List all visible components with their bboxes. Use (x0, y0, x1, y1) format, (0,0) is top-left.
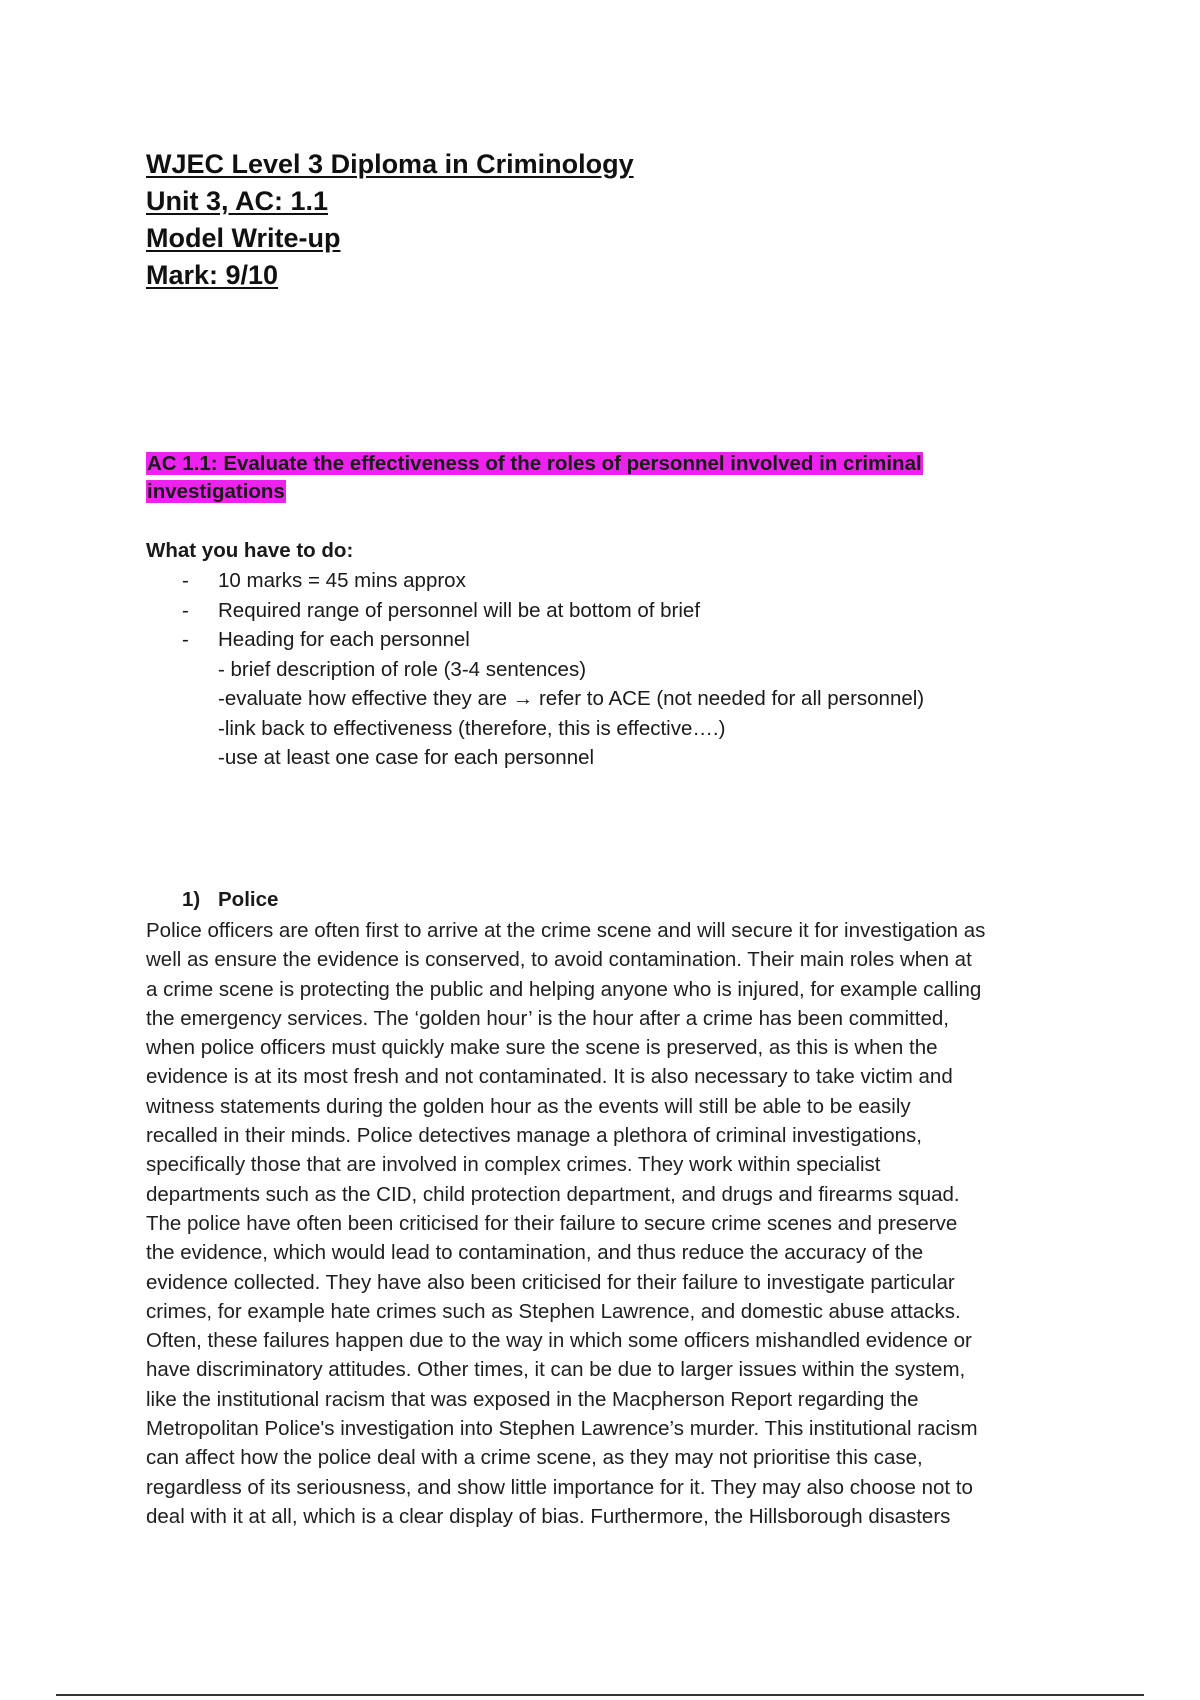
bullet-dash: - (182, 569, 189, 592)
paragraph-line: departments such as the CID, child protection department, and drugs and firearms squad. (146, 1182, 960, 1206)
paragraph-line: evidence is at its most fresh and not contaminated. It is also necessary to take victim and (146, 1065, 953, 1089)
title-block (146, 146, 634, 294)
sub-item: -use at least one case for each personnel (218, 746, 595, 769)
paragraph-line: like the institutional racism that was exposed in the Macpherson Report regarding the (146, 1387, 919, 1411)
section-number: 1) (182, 888, 201, 911)
sub-item: -link back to effectiveness (therefore, this is effective….) (218, 716, 726, 740)
todo-heading: What you have to do: (146, 539, 354, 562)
paragraph-line: Police officers are often first to arrive at the crime scene and will secure it for investigation as (146, 919, 986, 942)
list-item (146, 566, 1046, 596)
section-title: Police (218, 888, 279, 911)
list-item-text: Heading for each personnel (218, 628, 470, 651)
mark-title: Mark: 9/10 (146, 260, 279, 290)
paragraph-line: The police have often been criticised for their failure to secure crime scenes and preserve (146, 1211, 958, 1235)
bottom-divider (56, 1694, 1144, 1696)
paragraph-line: crimes, for example hate crimes such as Stephen Lawrence, and domestic abuse attacks. (146, 1299, 961, 1323)
paragraph-line: recalled in their minds. Police detectives manage a plethora of criminal investigations, (146, 1124, 922, 1148)
paragraph-line: when police officers must quickly make sure the scene is preserved, as this is when the (146, 1036, 938, 1060)
police-paragraph (146, 916, 1066, 1531)
ac-heading (146, 450, 1026, 506)
paragraph-line: evidence collected. They have also been criticised for their failure to investigate particular (146, 1270, 955, 1294)
bullet-dash: - (182, 598, 189, 622)
unit-title: Unit 3, AC: 1.1 (146, 186, 329, 216)
paragraph-line: can affect how the police deal with a crime scene, as they may not prioritise this case, (146, 1446, 923, 1470)
list-item-text: 10 marks = 45 mins approx (218, 569, 466, 592)
paragraph-line: deal with it at all, which is a clear display of bias. Furthermore, the Hillsborough disasters (146, 1504, 951, 1528)
paragraph-line: have discriminatory attitudes. Other times, it can be due to larger issues within the system, (146, 1358, 966, 1382)
paragraph-line: Metropolitan Police's investigation into Stephen Lawrence’s murder. This institutional racism (146, 1417, 978, 1441)
paragraph-line: Often, these failures happen due to the way in which some officers mishandled evidence or (146, 1329, 972, 1353)
section-heading-police (182, 886, 278, 914)
todo-list (146, 566, 1046, 773)
paragraph-line: regardless of its seriousness, and show little importance for it. They may also choose not to (146, 1475, 973, 1499)
writeup-title: Model Write-up (146, 223, 341, 253)
paragraph-line: witness statements during the golden hour as the events will still be able to be easily (146, 1094, 911, 1118)
paragraph-line: specifically those that are involved in complex crimes. They work within specialist (146, 1153, 881, 1177)
sub-item: - brief description of role (3-4 sentences) (218, 657, 587, 681)
list-item (146, 625, 1046, 655)
paragraph-line: the emergency services. The ‘golden hour’ is the hour after a crime has been committed, (146, 1006, 949, 1030)
bullet-dash: - (182, 628, 189, 651)
course-title: WJEC Level 3 Diploma in Criminology (146, 149, 634, 179)
list-item-text: Required range of personnel will be at bottom of brief (218, 598, 701, 622)
paragraph-line: well as ensure the evidence is conserved, to avoid contamination. Their main roles when at (146, 948, 972, 972)
sub-item: -evaluate how effective they are → refer to ACE (not needed for all personnel) (218, 687, 925, 710)
ac-heading-highlight: AC 1.1: Evaluate the effectiveness of the roles of personnel involved in criminal investigations (147, 452, 922, 503)
list-item (146, 596, 1046, 626)
paragraph-line: the evidence, which would lead to contamination, and thus reduce the accuracy of the (146, 1241, 924, 1265)
paragraph-line: a crime scene is protecting the public and helping anyone who is injured, for example calling (146, 977, 982, 1001)
